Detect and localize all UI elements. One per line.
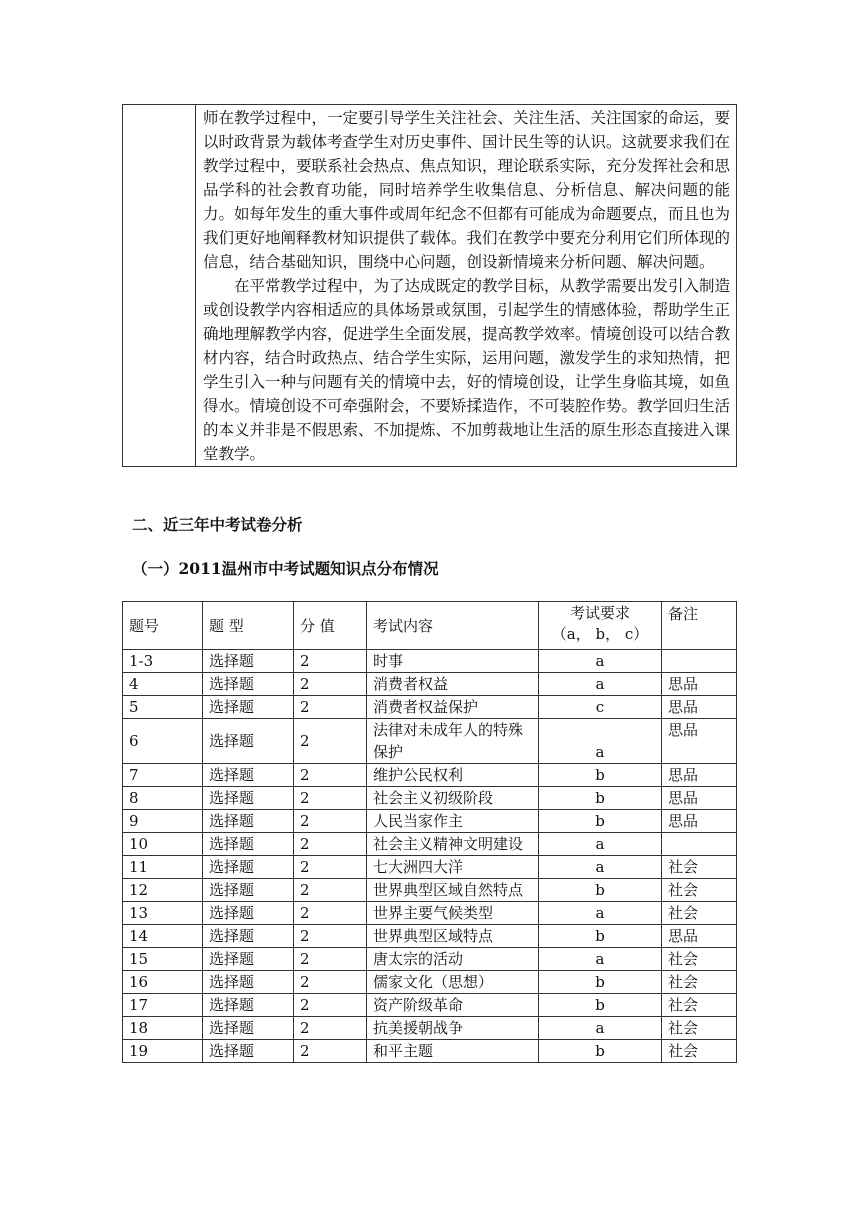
cell-no: 17	[123, 994, 203, 1017]
cell-score: 2	[294, 787, 367, 810]
cell-no: 18	[123, 1017, 203, 1040]
intro-table	[122, 104, 737, 467]
cell-requirement: c	[539, 696, 662, 719]
cell-requirement: a	[539, 650, 662, 673]
cell-no: 19	[123, 1040, 203, 1063]
cell-type: 选择题	[203, 1017, 294, 1040]
cell-type: 选择题	[203, 971, 294, 994]
cell-type: 选择题	[203, 925, 294, 948]
cell-content: 消费者权益保护	[367, 696, 539, 719]
table-row	[123, 925, 737, 948]
cell-note: 思品	[662, 764, 737, 787]
cell-note: 社会	[662, 994, 737, 1017]
cell-note: 思品	[662, 719, 737, 764]
cell-score: 2	[294, 1040, 367, 1063]
cell-type: 选择题	[203, 696, 294, 719]
cell-content: 和平主题	[367, 1040, 539, 1063]
cell-type: 选择题	[203, 994, 294, 1017]
cell-note: 思品	[662, 925, 737, 948]
cell-no: 11	[123, 856, 203, 879]
cell-content: 社会主义初级阶段	[367, 787, 539, 810]
cell-score: 2	[294, 719, 367, 764]
table-row	[123, 994, 737, 1017]
cell-requirement: a	[539, 856, 662, 879]
cell-no: 9	[123, 810, 203, 833]
cell-score: 2	[294, 1017, 367, 1040]
header-requirement-line1: 考试要求	[569, 604, 630, 622]
cell-score: 2	[294, 902, 367, 925]
table-row	[123, 719, 737, 764]
cell-note: 社会	[662, 948, 737, 971]
cell-no: 5	[123, 696, 203, 719]
cell-no: 16	[123, 971, 203, 994]
cell-requirement: a	[539, 1017, 662, 1040]
cell-type: 选择题	[203, 787, 294, 810]
cell-requirement: b	[539, 787, 662, 810]
cell-content: 社会主义精神文明建设	[367, 833, 539, 856]
cell-note: 社会	[662, 902, 737, 925]
cell-type: 选择题	[203, 1040, 294, 1063]
header-content: 考试内容	[367, 602, 539, 650]
intro-paragraph-1: 师在教学过程中，一定要引导学生关注社会、关注生活、关注国家的命运，要以时政背景为载体考查学生对历史事件、国计民生等的认识。这就要求我们在教学过程中，要联系社会热点、焦点知识，理论联系实际，充分发挥社会和思品学科的社会教育功能，同时培养学生收集信息、分析信息、解决问题的能力。如每年发生的重大事件或周年纪念不但都有可能成为命题要点，而且也为我们更好地阐释教材知识提供了载体。我们在教学中要充分利用它们所体现的信息，结合基础知识，围绕中心问题，创设新情境来分析问题、解决问题。	[203, 109, 731, 271]
cell-note: 社会	[662, 856, 737, 879]
intro-blank-cell	[123, 105, 196, 467]
cell-content: 抗美援朝战争	[367, 1017, 539, 1040]
cell-no: 12	[123, 879, 203, 902]
cell-note: 社会	[662, 971, 737, 994]
cell-no: 8	[123, 787, 203, 810]
cell-score: 2	[294, 879, 367, 902]
cell-no: 6	[123, 719, 203, 764]
cell-no: 13	[123, 902, 203, 925]
cell-type: 选择题	[203, 902, 294, 925]
table-row	[123, 879, 737, 902]
cell-note: 思品	[662, 696, 737, 719]
cell-no: 7	[123, 764, 203, 787]
header-type: 题 型	[203, 602, 294, 650]
cell-type: 选择题	[203, 650, 294, 673]
cell-score: 2	[294, 650, 367, 673]
header-score: 分 值	[294, 602, 367, 650]
cell-no: 10	[123, 833, 203, 856]
cell-content: 唐太宗的活动	[367, 948, 539, 971]
cell-score: 2	[294, 948, 367, 971]
intro-paragraph-2: 在平常教学过程中，为了达成既定的教学目标，从教学需要出发引入制造或创设教学内容相适应的具体场景或氛围，引起学生的情感体验，帮助学生正确地理解教学内容，促进学生全面发展，提高教学效率。情境创设可以结合教材内容，结合时政热点、结合学生实际，运用问题，激发学生的求知热情，把学生引入一种与问题有关的情境中去，好的情境创设，让学生身临其境，如鱼得水。情境创设不可牵强附会，不要矫揉造作，不可装腔作势。教学回归生活的本义并非是不假思索、不加提炼、不加剪裁地让生活的原生形态直接进入课堂教学。	[203, 277, 731, 463]
cell-requirement: b	[539, 925, 662, 948]
cell-type: 选择题	[203, 856, 294, 879]
header-requirement-line2: （a， b， c）	[551, 625, 649, 643]
cell-note: 社会	[662, 1017, 737, 1040]
cell-requirement: b	[539, 764, 662, 787]
cell-requirement: a	[539, 833, 662, 856]
cell-no: 1-3	[123, 650, 203, 673]
cell-type: 选择题	[203, 833, 294, 856]
cell-note: 社会	[662, 879, 737, 902]
section-heading: 二、近三年中考试卷分析	[132, 515, 303, 534]
cell-content: 人民当家作主	[367, 810, 539, 833]
cell-requirement: b	[539, 810, 662, 833]
table-row	[123, 673, 737, 696]
cell-type: 选择题	[203, 879, 294, 902]
cell-requirement: b	[539, 879, 662, 902]
header-note: 备注	[662, 602, 737, 650]
header-requirement	[539, 602, 662, 650]
cell-no: 15	[123, 948, 203, 971]
cell-content: 法律对未成年人的特殊保护	[367, 719, 539, 764]
table-row	[123, 787, 737, 810]
cell-content: 七大洲四大洋	[367, 856, 539, 879]
cell-type: 选择题	[203, 810, 294, 833]
cell-type: 选择题	[203, 673, 294, 696]
cell-requirement: a	[539, 719, 662, 764]
cell-content: 世界典型区域特点	[367, 925, 539, 948]
intro-text-cell	[196, 105, 737, 467]
cell-content: 维护公民权利	[367, 764, 539, 787]
cell-score: 2	[294, 764, 367, 787]
cell-no: 4	[123, 673, 203, 696]
cell-score: 2	[294, 856, 367, 879]
cell-content: 时事	[367, 650, 539, 673]
table-row	[123, 856, 737, 879]
cell-no: 14	[123, 925, 203, 948]
cell-requirement: b	[539, 1040, 662, 1063]
cell-note	[662, 833, 737, 856]
table-row	[123, 1040, 737, 1063]
table-row	[123, 902, 737, 925]
cell-content: 资产阶级革命	[367, 994, 539, 1017]
table-row	[123, 833, 737, 856]
knowledge-distribution-table	[122, 601, 737, 1063]
cell-content: 消费者权益	[367, 673, 539, 696]
table-row	[123, 650, 737, 673]
cell-note: 思品	[662, 787, 737, 810]
cell-note: 思品	[662, 673, 737, 696]
cell-content: 儒家文化（思想）	[367, 971, 539, 994]
cell-score: 2	[294, 833, 367, 856]
table-row	[123, 810, 737, 833]
sub-heading: （一）2011温州市中考试题知识点分布情况	[132, 559, 439, 578]
cell-note	[662, 650, 737, 673]
table-row	[123, 1017, 737, 1040]
table-row	[123, 696, 737, 719]
table-row	[123, 764, 737, 787]
cell-requirement: b	[539, 971, 662, 994]
cell-requirement: a	[539, 673, 662, 696]
table-row	[123, 948, 737, 971]
cell-note: 社会	[662, 1040, 737, 1063]
cell-content: 世界典型区域自然特点	[367, 879, 539, 902]
cell-score: 2	[294, 810, 367, 833]
cell-requirement: b	[539, 994, 662, 1017]
cell-content: 世界主要气候类型	[367, 902, 539, 925]
cell-score: 2	[294, 696, 367, 719]
cell-type: 选择题	[203, 948, 294, 971]
table-header-row	[123, 602, 737, 650]
cell-requirement: a	[539, 902, 662, 925]
cell-score: 2	[294, 925, 367, 948]
cell-type: 选择题	[203, 764, 294, 787]
cell-score: 2	[294, 673, 367, 696]
table-row	[123, 971, 737, 994]
cell-score: 2	[294, 994, 367, 1017]
cell-requirement: a	[539, 948, 662, 971]
cell-note: 思品	[662, 810, 737, 833]
cell-score: 2	[294, 971, 367, 994]
cell-type: 选择题	[203, 719, 294, 764]
header-no: 题号	[123, 602, 203, 650]
